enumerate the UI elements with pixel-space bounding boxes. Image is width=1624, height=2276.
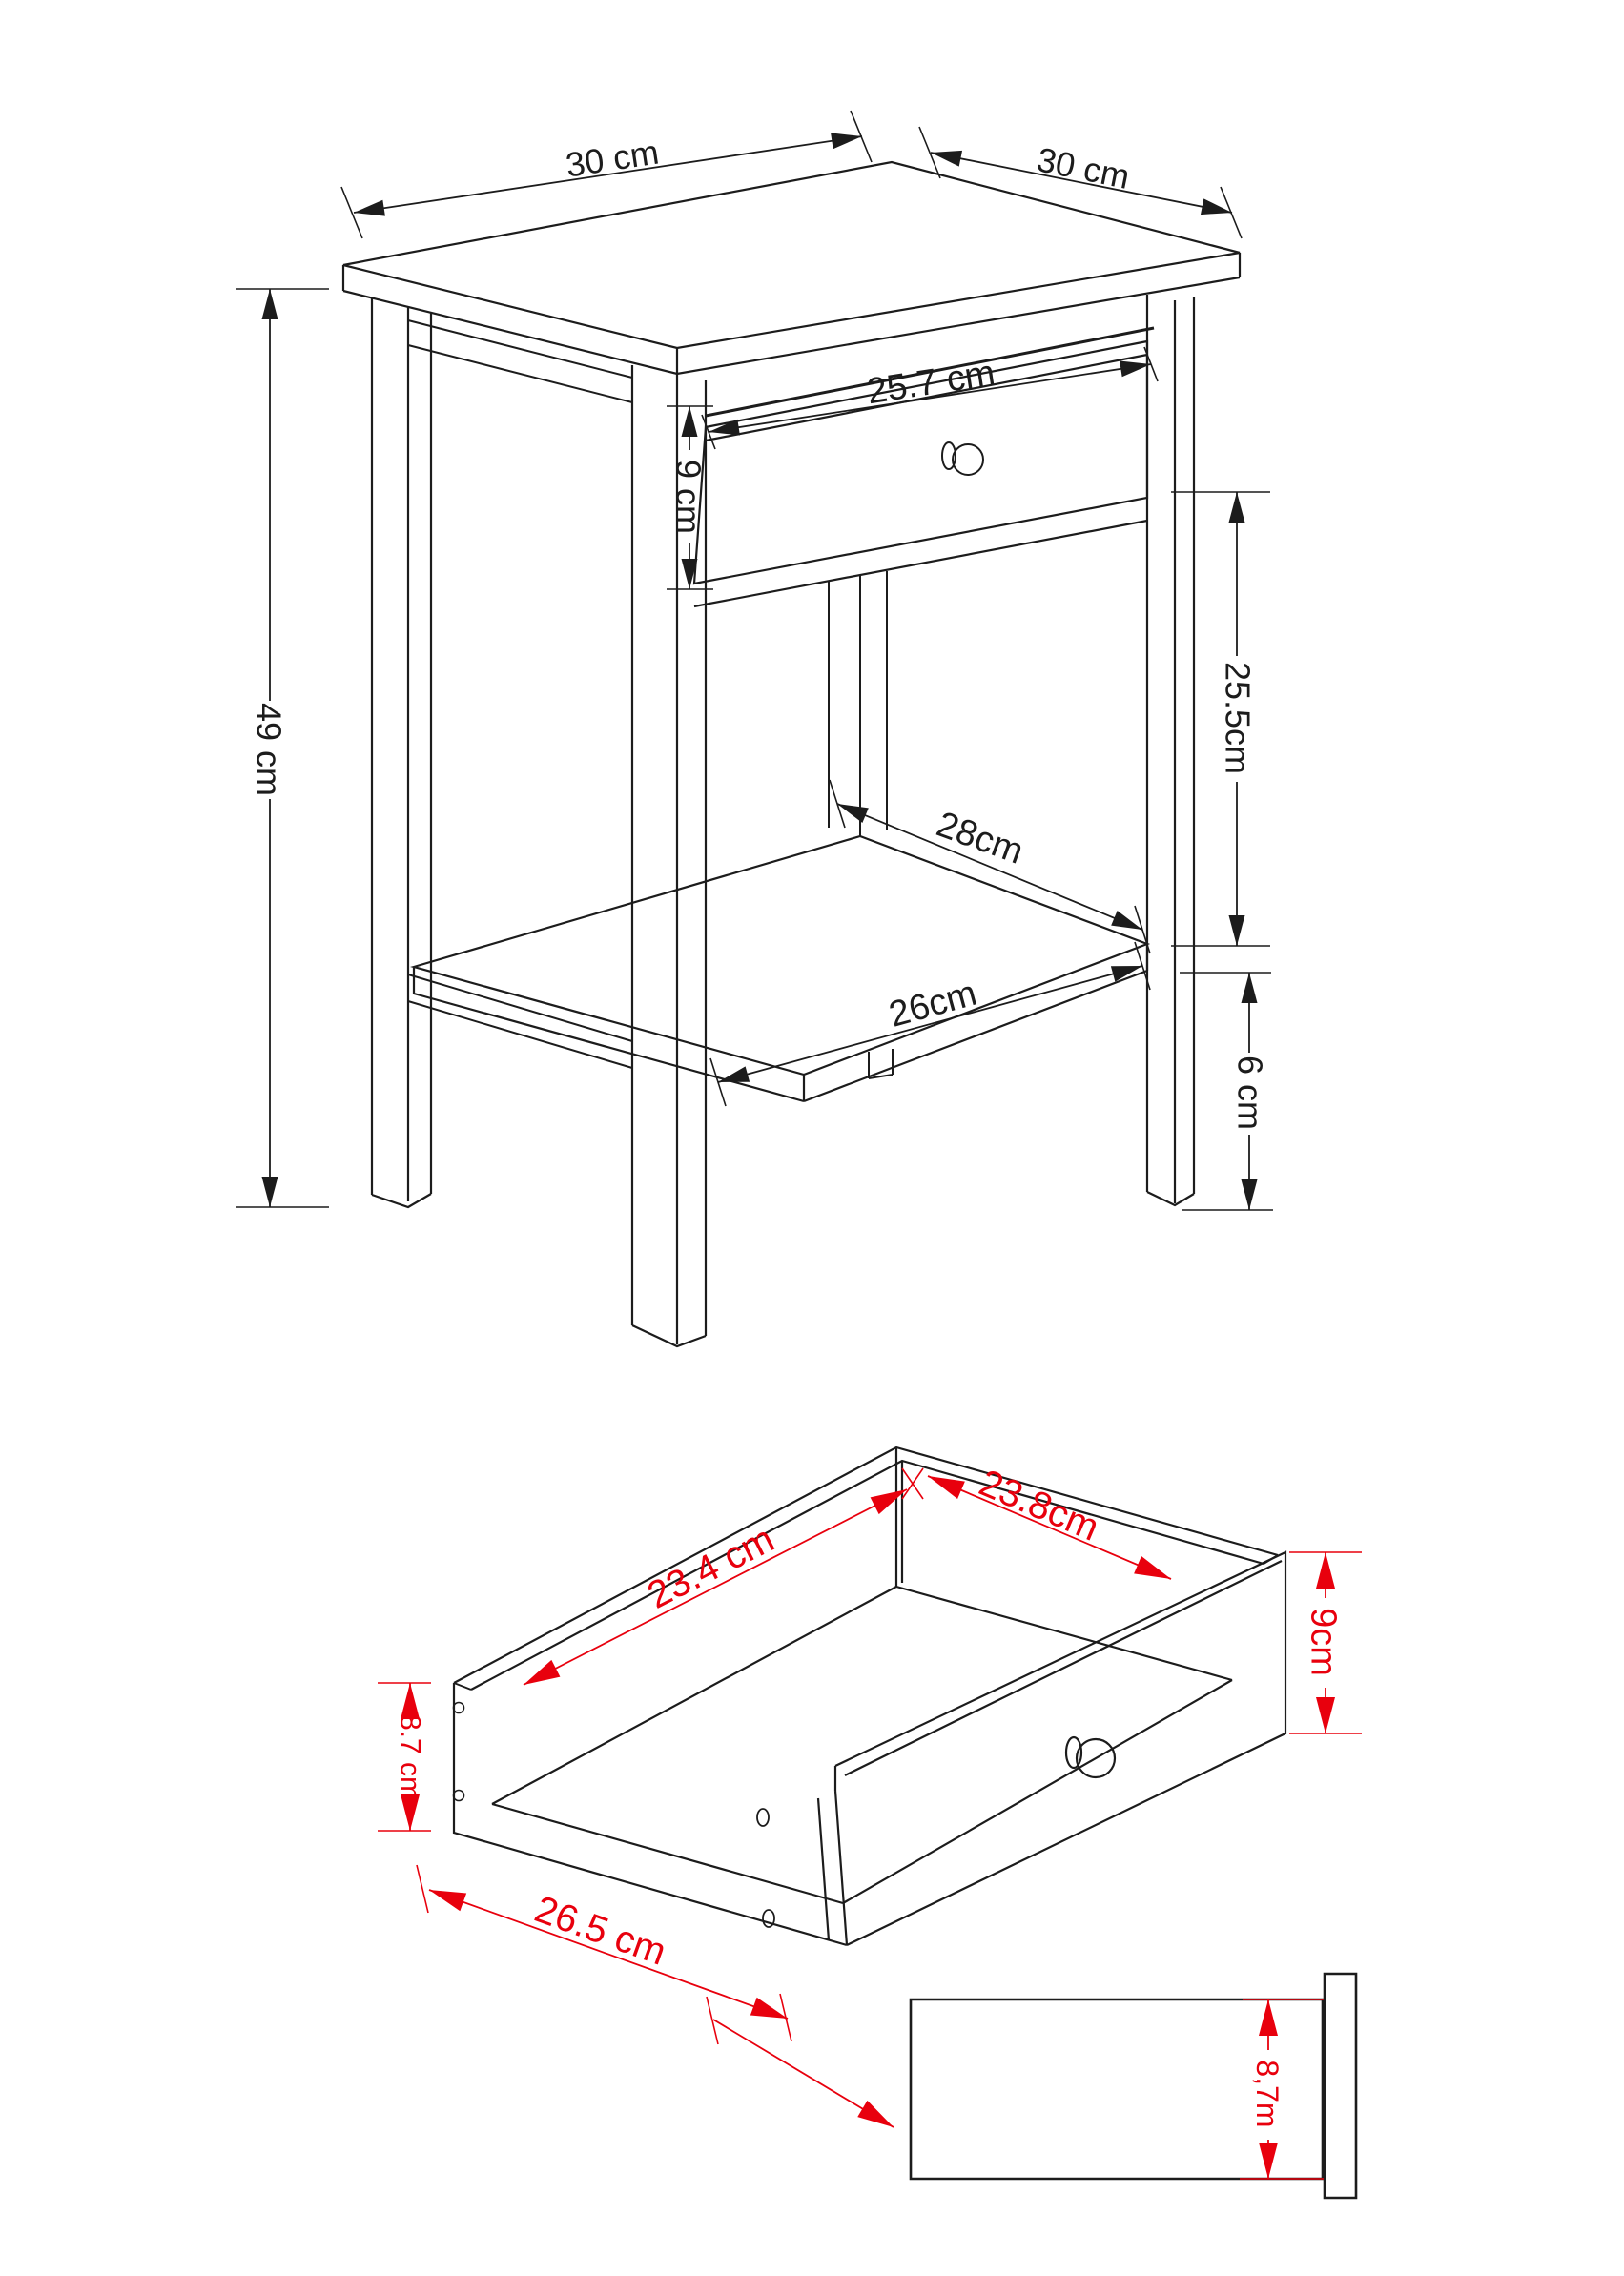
- drawer-outline: [492, 1587, 1232, 1903]
- nightstand-outline: [694, 521, 1147, 606]
- nightstand-outline: [829, 571, 887, 836]
- nightstand-outline: [408, 320, 632, 402]
- dimension-arrowhead-icon: [1316, 1552, 1335, 1589]
- dimension-drawer-5: [713, 2020, 894, 2127]
- dimension-arrowhead-icon: [718, 1066, 750, 1082]
- dimension-drawer-0: [524, 1468, 923, 1685]
- dimension-arrowhead-icon: [1242, 973, 1258, 1003]
- nightstand-outline: [372, 297, 431, 1207]
- dimension-nightstand-2: [236, 289, 329, 1207]
- dimension-arrowhead-icon: [1259, 2143, 1278, 2179]
- dimension-arrowhead-icon: [857, 2101, 894, 2127]
- dimension-label-shelf-ground-clearance: 6 cm: [1230, 1055, 1270, 1131]
- dimension-arrowhead-icon: [1242, 1179, 1258, 1210]
- dimension-arrowhead-icon: [709, 420, 740, 436]
- dimension-label-open-compartment-height: 25.5cm: [1218, 661, 1258, 775]
- dimension-arrowhead-icon: [1316, 1697, 1335, 1733]
- drawer-outline: [454, 1447, 1278, 1683]
- dimension-label-drawer-bottom-width: 26.5 cm: [529, 1888, 672, 1974]
- dimension-arrowhead-icon: [1134, 1556, 1171, 1579]
- nightstand-outline: [1147, 295, 1194, 1205]
- drawer-knob-icon: [953, 444, 983, 475]
- dimension-arrowhead-icon: [354, 200, 385, 216]
- dimension-label-drawer-front-panel-height: 9cm: [1303, 1608, 1344, 1676]
- dimension-arrowhead-icon: [262, 289, 278, 319]
- extension-tick: [417, 1865, 428, 1913]
- drawer-detail-ellipse: [763, 1910, 774, 1927]
- dimension-nightstand-7: [710, 942, 1150, 1106]
- dimension-arrowhead-icon: [1259, 1999, 1278, 2036]
- dimension-label-drawer-inner-width: 23.8cm: [973, 1462, 1105, 1549]
- dimension-drawer-3: [378, 1683, 431, 1831]
- dimension-arrowhead-icon: [928, 1476, 965, 1499]
- dimension-label-top-width: 30 cm: [1033, 139, 1134, 196]
- dimension-label-shelf-depth: 28cm: [931, 804, 1029, 872]
- dimension-nightstand-5: [1171, 492, 1270, 946]
- drawer-outline: [835, 1552, 1285, 1945]
- drawer-outline: [454, 1683, 847, 1945]
- drawer-isometric-view: [378, 1447, 1362, 2127]
- dimension-arrowhead-icon: [682, 406, 698, 437]
- dimension-arrowhead-icon: [262, 1177, 278, 1207]
- nightstand-outline: [343, 253, 1240, 374]
- dimension-nightstand-0: [341, 111, 872, 238]
- nightstand-outline: [414, 836, 1147, 1101]
- dimension-label-shelf-width: 26cm: [884, 973, 981, 1035]
- dimension-label-drawer-front-width: 25.7 cm: [864, 353, 998, 413]
- dimension-label-drawer-inner-depth: 23.4 cm: [641, 1517, 781, 1617]
- nightstand-isometric-view: [236, 111, 1273, 1346]
- dimension-arrowhead-icon: [831, 133, 862, 149]
- dimension-label-side-panel-height: 8,7m: [1249, 2060, 1285, 2128]
- dimension-drawer-4: [417, 1865, 791, 2044]
- drawer-detail-ellipse: [757, 1809, 769, 1826]
- dimension-arrowhead-icon: [524, 1660, 560, 1685]
- dimension-label-drawer-side-height: 8.7 cm: [394, 1713, 426, 1801]
- dimension-side-panel-0: [1240, 1999, 1324, 2179]
- screw-hole-icon: [454, 1703, 464, 1713]
- dimension-nightstand-3: [702, 347, 1158, 449]
- side-panel-outline: [1325, 1974, 1356, 2198]
- dimension-label-top-depth: 30 cm: [563, 132, 662, 185]
- dimension-drawer-2: [1289, 1552, 1362, 1733]
- dimension-arrowhead-icon: [429, 1890, 466, 1911]
- dimension-arrowhead-icon: [931, 151, 962, 167]
- dimension-arrowhead-icon: [1201, 198, 1232, 215]
- drawer-side-panel-view: [911, 1974, 1356, 2198]
- drawer-outline: [896, 1447, 902, 1587]
- nightstand-outline: [408, 974, 632, 1068]
- dimension-label-drawer-front-height: 9 cm: [668, 459, 709, 535]
- dimension-label-overall-height: 49 cm: [249, 702, 289, 797]
- dimension-arrowhead-icon: [1229, 492, 1245, 523]
- screw-hole-icon: [454, 1791, 464, 1801]
- dimension-arrowhead-icon: [1229, 915, 1245, 946]
- drawer-detail-ellipse: [1066, 1737, 1081, 1768]
- nightstand-outline: [869, 1049, 893, 1078]
